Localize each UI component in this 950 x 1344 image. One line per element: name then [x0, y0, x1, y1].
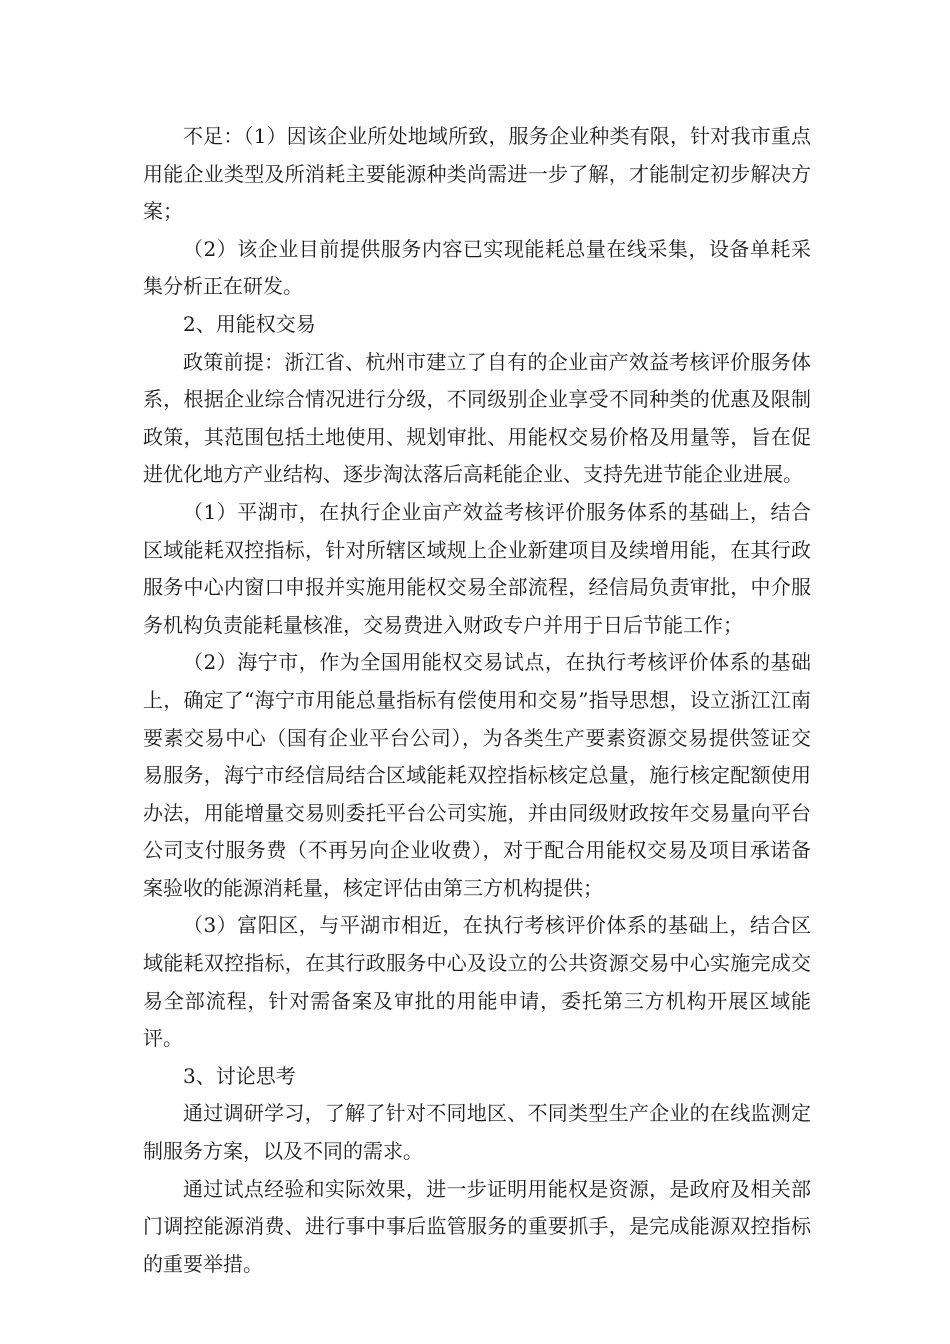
- paragraph-fuyang: （3）富阳区，与平湖市相近，在执行考核评价体系的基础上，结合区域能耗双控指标，在其行政服务中心及设立的公共资源交易中心实施完成交易全部流程，针对需备案及审批的用能申请，委托第三方机构开展区域能评。: [143, 913, 811, 1051]
- section-heading-discussion: 3、讨论思考: [183, 1063, 296, 1088]
- paragraph-pinghu: （1）平湖市，在执行企业亩产效益考核评价服务体系的基础上，结合区域能耗双控指标，针对所辖区域规上企业新建项目及续增用能，在其行政服务中心内窗口申报并实施用能权交易全部流程，经信局负责审批，中介服务机构负责能耗量核准，交易费进入财政专户并用于日后节能工作；: [143, 499, 811, 637]
- section-heading-energy-trading: 2、用能权交易: [183, 311, 316, 336]
- document-body: [143, 118, 811, 1283]
- paragraph-shortcomings-2: （2）该企业目前提供服务内容已实现能耗总量在线采集，设备单耗采集分析正在研发。: [143, 236, 811, 299]
- paragraph-research-learning: 通过调研学习，了解了针对不同地区、不同类型生产企业的在线监测定制服务方案，以及不同的需求。: [143, 1101, 811, 1164]
- paragraph-conclusion: 通过试点经验和实际效果，进一步证明用能权是资源，是政府及相关部门调控能源消费、进行事中事后监管服务的重要抓手，是完成能源双控指标的重要举措。: [143, 1176, 811, 1276]
- paragraph-haining: （2）海宁市，作为全国用能权交易试点，在执行考核评价体系的基础上，确定了“海宁市用能总量指标有偿使用和交易”指导思想，设立浙江江南要素交易中心（国有企业平台公司），为各类生产要素资源交易提供签证交易服务，海宁市经信局结合区域能耗双控指标核定总量，施行核定配额使用办法，用能增量交易则委托平台公司实施，并由同级财政按年交易量向平台公司支付服务费（不再另向企业收费），对于配合用能权交易及项目承诺备案验收的能源消耗量，核定评估由第三方机构提供；: [143, 650, 811, 900]
- paragraph-shortcomings: 不足：（1）因该企业所处地域所致，服务企业种类有限，针对我市重点用能企业类型及所消耗主要能源种类尚需进一步了解，才能制定初步解决方案；: [143, 124, 811, 224]
- paragraph-policy-premise: 政策前提：浙江省、杭州市建立了自有的企业亩产效益考核评价服务体系，根据企业综合情况进行分级，不同级别企业享受不同种类的优惠及限制政策，其范围包括土地使用、规划审批、用能权交易价格及用量等，旨在促进优化地方产业结构、逐步淘汰落后高耗能企业、支持先进节能企业进展。: [143, 349, 811, 487]
